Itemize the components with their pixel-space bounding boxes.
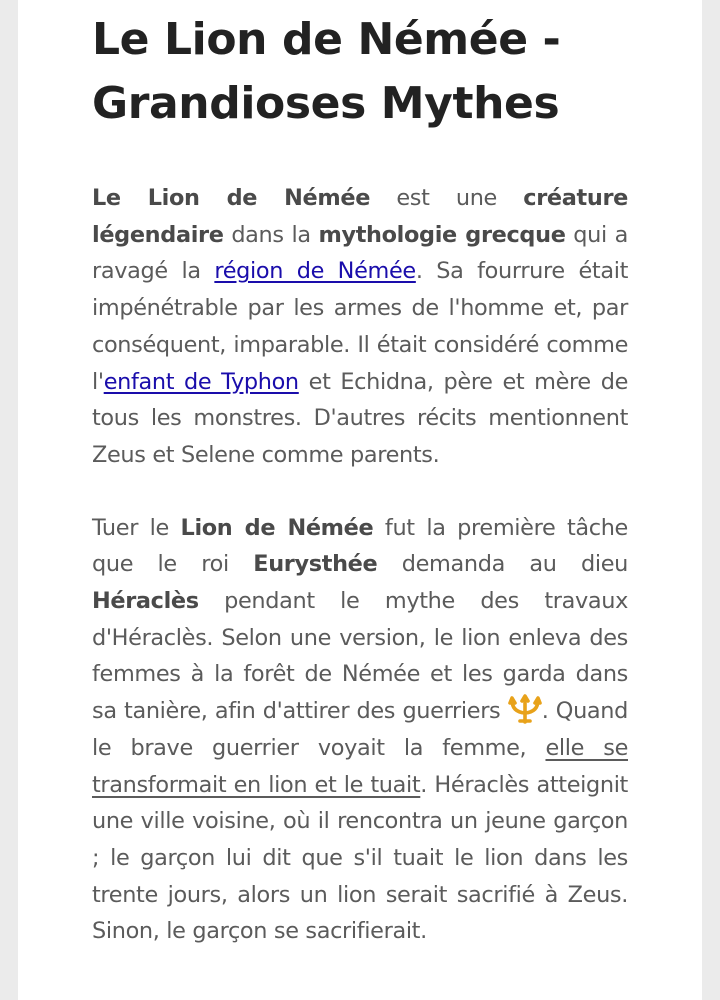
paragraph-heracles [92,510,628,950]
text: fut la première tâche que le roi [92,514,628,578]
underlined-text: elle se transformait en lion et le tuait [92,734,628,798]
bold-text: Eurysthée [253,551,378,578]
text: . Sa fourrure était impénétrable par les armes de l'homme et, par conséquent, imparable. Il était considéré comme l' [92,258,628,395]
paragraph-intro [92,180,628,474]
text: qui a ravagé la [92,221,629,285]
text: est une [370,185,524,211]
article-title: Le Lion de Némée - Grandioses Mythes [92,14,561,129]
link-region-nemee[interactable]: région de Némée [214,258,416,285]
bold-text: créature légendaire [92,185,628,248]
article-page [18,0,702,1000]
text: dans la [223,221,319,248]
text: et Echidna, père et mère de tous les monstres. D'autres récits mentionnent Zeus et Selene comme parents. [92,368,628,468]
text: . Héraclès atteignit une ville voisine, où il rencontra un jeune garçon ; le garçon lui dit que s'il tuait le lion dans les trente jours, alors un lion serait sacrifié à Zeus. Sinon, le garçon se sacrifierait. [92,771,628,945]
link-enfant-typhon[interactable]: enfant de Typhon [103,368,299,395]
bold-text: Le Lion de Némée [92,185,371,211]
text: demanda au dieu [377,551,628,578]
trident-icon [508,694,542,724]
text: pendant le mythe des travaux d'Héraclès. Selon une version, le lion enleva des femmes à la forêt de Némée et les garda dans sa tanière, afin d'attirer des guerriers [92,588,628,725]
article-content [92,0,628,950]
text: Tuer le [92,514,181,541]
text: . Quand le brave guerrier voyait la femme, [92,698,628,761]
bold-text: Héraclès [92,588,199,615]
bold-text: Lion de Némée [180,514,374,541]
bold-text: mythologie grecque [318,221,566,248]
